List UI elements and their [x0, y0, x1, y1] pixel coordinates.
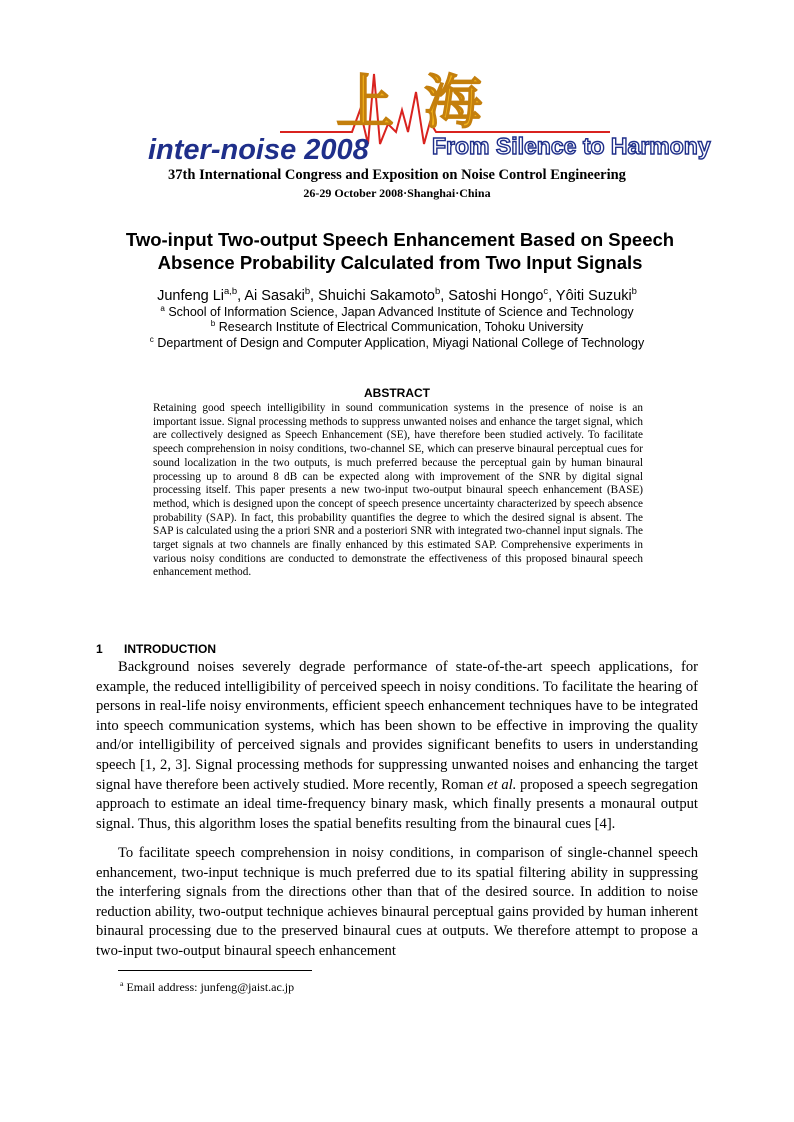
affiliation-c	[0, 336, 794, 350]
paper-title-line-1: Two-input Two-output Speech Enhancement Based on Speech	[125, 229, 675, 250]
affiliation-text: Research Institute of Electrical Communication, Tohoku University	[218, 320, 584, 334]
author-name: Satoshi Hongo	[448, 288, 544, 304]
conference-name: 37th International Congress and Exposition on Noise Control Engineering	[168, 167, 626, 183]
author-list: Junfeng Li$^{a,b}$, Ai Sasaki$^b$, Shuichi Sakamoto$^b$, Satoshi Hongo$^c$, Yôiti Suzuki$^b$	[157, 285, 637, 304]
citation-emphasis: et al.	[487, 776, 517, 793]
affiliation-mark: b	[210, 318, 216, 328]
affiliation-text: School of Information Science, Japan Advanced Institute of Science and Technology	[168, 305, 634, 319]
paper-title-line-2: Absence Probability Calculated from Two Input Signals	[157, 252, 643, 273]
author-name: Shuichi Sakamoto	[318, 288, 435, 304]
abstract-body: Retaining good speech intelligibility in sound communication systems in the presence of noise is an important issue. Signal processing methods to suppress unwanted noises and enhance the target signal, which are collectively designed as Speech Enhancement (SE), have therefore been studied actively. To facilitate speech comprehension in noisy conditions, two-channel SE, which can preserve binaural perceptual cues for sound localization in the two outputs, is much preferred because the perceptual gain by human binaural processing up to around 8 dB can be expected along with improvement of the SNR by digital signal processing itself. This paper presents a new two-input two-output binaural speech enhancement (BASE) method, which is designed upon the concept of speech presence uncertainty characterized by speech absence probability (SAP). In fact, this probability quantifies the degree to which the desired signal is absent. The SAP is calculated using the a priori SNR and a posteriori SNR with integrated two-channel input signals. The target signals at two channels are finally enhanced by this estimated SAP. Comprehensive experiments in various noisy conditions are conducted to demonstrate the effectiveness of this proposed binaural speech enhancement method.	[153, 402, 643, 579]
author-affiliation-mark: b	[434, 285, 441, 297]
abstract-heading: ABSTRACT	[364, 386, 430, 400]
logo-event-text: inter-noise 2008	[148, 134, 369, 166]
author-name: Ai Sasaki	[244, 288, 305, 304]
footnote-text: Email address: junfeng@jaist.ac.jp	[126, 980, 295, 994]
intro-paragraph-1: Background noises severely degrade performance of state-of-the-art speech applications, for example, the reduced intelligibility of perceived speech in noisy conditions. To facilitate the hearing of persons in real-life noisy environments, efficient speech enhancement techniques have to be integrated into speech communication systems, which has been shown to be effective in improving the quality and/or intelligibility of perceived signals and provides significant benefits to users in understanding speech [1, 2, 3]. Signal processing methods for suppressing unwanted noises and enhancing the target signal have therefore been actively studied. More recently, Roman et al. proposed a speech segregation approach to estimate an ideal time-frequency binary mask, which finally presents a monaural output signal. Thus, this algorithm loses the spatial benefits resulting from the binaural cues [4].	[96, 659, 699, 832]
affiliation-a	[0, 305, 794, 319]
footnote-mark: a	[120, 979, 124, 988]
author-name: Junfeng Li	[157, 288, 225, 304]
section-heading-introduction	[96, 642, 216, 656]
affiliation-mark: a	[160, 303, 165, 313]
paper-title	[120, 228, 680, 274]
footnote	[120, 980, 294, 995]
author-affiliation-mark: a,b	[224, 285, 238, 297]
section-title: INTRODUCTION	[124, 642, 216, 656]
affiliation-mark: c	[149, 334, 154, 344]
author-affiliation-mark: b	[304, 285, 311, 297]
author-affiliation-mark: c	[543, 285, 549, 297]
section-number: 1	[96, 642, 103, 656]
author-name: Yôiti Suzuki	[555, 288, 632, 304]
logo-chinese-text: 上海	[336, 68, 513, 136]
author-affiliation-mark: b	[631, 285, 637, 297]
intro-paragraph-2: To facilitate speech comprehension in noisy conditions, in comparison of single-channel speech enhancement, two-input technique is much preferred due to its spatial filtering ability in suppressing the interfering signals from the directions other than that of the desired source. In addition to noise reduction ability, two-output technique achieves binaural perceptual gains provided by human inherent binaural processing due to the preserved binaural cues at outputs. We therefore attempt to propose a two-input two-output binaural speech enhancement	[96, 845, 698, 959]
affiliation-text: Department of Design and Computer Application, Miyagi National College of Technology	[157, 336, 645, 350]
footnote-divider	[118, 970, 312, 971]
logo-slogan: From Silence to Harmony	[432, 133, 711, 159]
affiliation-b	[0, 320, 794, 334]
conference-date-location: 26-29 October 2008·Shanghai·China	[303, 186, 491, 200]
conference-logo	[140, 52, 711, 170]
